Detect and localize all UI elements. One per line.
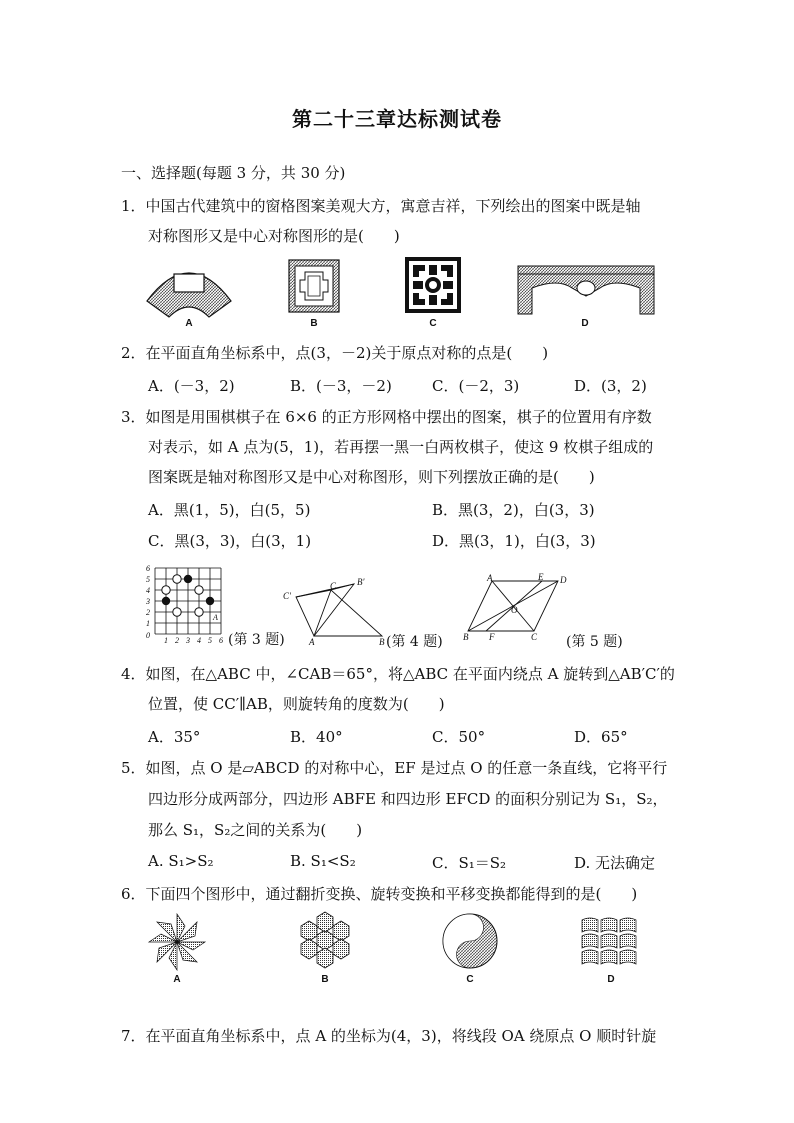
fig4-label-c: C	[330, 581, 337, 591]
q6-label-a: A	[173, 974, 181, 985]
q4-stem-line1: 4．如图，在△ABC 中，∠CAB＝65°，将△ABC 在平面内绕点 A 旋转到△AB′C′的	[121, 665, 675, 683]
fig3-white-stone	[162, 586, 170, 594]
fig5-label-c: C	[531, 632, 538, 642]
q6-label-b: B	[321, 974, 329, 985]
q6-figure-d-waves	[580, 916, 640, 970]
q5-stem-line3: 那么 S₁，S₂之间的关系为( )	[148, 821, 363, 839]
fig3-black-stone	[162, 597, 170, 605]
q7-stem: 7．在平面直角坐标系中，点 A 的坐标为(4，3)，将线段 OA 绕原点 O 顺时针旋	[121, 1027, 657, 1045]
fig3-y-tick: 6	[146, 564, 150, 573]
q5-stem-line2: 四边形分成两部分，四边形 ABFE 和四边形 EFCD 的面积分别记为 S₁，S₂，	[148, 790, 668, 808]
q1-figure-d-arch	[518, 266, 654, 316]
fig3-y-tick: 2	[146, 608, 150, 617]
fig4-label-c-prime: C'	[283, 591, 291, 601]
q3-option-c[interactable]: C．黑(3，3)，白(3，1)	[148, 532, 312, 550]
q5-option-d[interactable]: D. 无法确定	[574, 854, 656, 872]
fig3-x-tick: 3	[186, 636, 190, 645]
q1-figure-b-square-lattice	[288, 259, 340, 313]
q1-label-d: D	[581, 318, 589, 329]
q6-label-c: C	[466, 974, 474, 985]
q3-option-b[interactable]: B．黑(3，2)，白(3，3)	[432, 501, 595, 519]
fig5-label-e: E	[538, 572, 544, 582]
q5-option-c[interactable]: C．S₁＝S₂	[432, 854, 507, 872]
q1-figure-a-fan	[143, 257, 235, 319]
q1-stem-line1: 1．中国古代建筑中的窗格图案美观大方，寓意吉祥，下列绘出的图案中既是轴	[121, 197, 641, 215]
q1-figure-c-dense-lattice	[405, 257, 461, 313]
fig4-label-a: A	[309, 637, 315, 647]
fig3-x-tick: 6	[219, 636, 223, 645]
fig3-x-tick: 4	[197, 636, 201, 645]
fig5-parallelogram	[462, 573, 572, 645]
q1-label-a: A	[185, 318, 193, 329]
fig5-label-o: O	[511, 605, 518, 615]
fig3-y-tick: 4	[146, 586, 150, 595]
q4-option-b[interactable]: B．40°	[290, 728, 343, 746]
fig5-label-f: F	[489, 632, 495, 642]
q2-option-c[interactable]: C．(－2，3)	[432, 377, 520, 395]
fig3-point-a-label: A	[213, 613, 218, 622]
fig3-go-grid	[143, 562, 229, 644]
fig3-white-stone	[195, 586, 203, 594]
fig3-x-tick: 5	[208, 636, 212, 645]
fig5-label-a: A	[487, 573, 493, 583]
fig3-y-tick: 1	[146, 619, 150, 628]
q3-option-d[interactable]: D．黑(3，1)，白(3，3)	[432, 532, 596, 550]
fig3-y-tick: 0	[146, 631, 150, 640]
q6-figure-a-pinwheel	[147, 912, 207, 972]
q6-figure-b-hexagons	[296, 912, 354, 968]
q6-stem: 6．下面四个图形中，通过翻折变换、旋转变换和平移变换都能得到的是( )	[121, 885, 638, 903]
q4-option-d[interactable]: D．65°	[574, 728, 628, 746]
q3-stem-line3: 图案既是轴对称图形又是中心对称图形，则下列摆放正确的是( )	[148, 468, 595, 486]
fig5-label-d: D	[560, 575, 567, 585]
q6-label-d: D	[607, 974, 615, 985]
fig3-x-tick: 1	[164, 636, 168, 645]
q4-option-c[interactable]: C．50°	[432, 728, 486, 746]
q2-option-a[interactable]: A．(－3，2)	[148, 377, 235, 395]
section-heading: 一、选择题(每题 3 分，共 30 分)	[121, 164, 346, 182]
q2-stem: 2．在平面直角坐标系中，点(3，－2)关于原点对称的点是( )	[121, 344, 549, 362]
fig4-rotated-triangles	[282, 574, 392, 646]
q1-stem-line2: 对称图形又是中心对称图形的是( )	[148, 227, 400, 245]
page-title: 第二十三章达标测试卷	[292, 107, 502, 131]
fig3-white-stone	[173, 575, 181, 583]
q5-stem-line1: 5．如图，点 O 是▱ABCD 的对称中心，EF 是过点 O 的任意一条直线，它将平行	[121, 759, 668, 777]
q1-label-c: C	[429, 318, 437, 329]
q3-option-a[interactable]: A．黑(1，5)，白(5，5)	[148, 501, 311, 519]
fig3-y-tick: 3	[146, 597, 150, 606]
q4-option-a[interactable]: A．35°	[148, 728, 201, 746]
fig3-black-stone	[206, 597, 214, 605]
fig3-caption: (第 3 题)	[228, 632, 285, 648]
fig5-caption: (第 5 题)	[566, 634, 623, 650]
fig4-label-b-prime: B'	[357, 577, 365, 587]
q4-stem-line2: 位置，使 CC′∥AB，则旋转角的度数为( )	[148, 695, 445, 713]
q2-option-d[interactable]: D．(3，2)	[574, 377, 647, 395]
q1-label-b: B	[310, 318, 318, 329]
q3-stem-line1: 3．如图是用围棋棋子在 6×6 的正方形网格中摆出的图案，棋子的位置用有序数	[121, 408, 652, 426]
q3-stem-line2: 对表示，如 A 点为(5，1)，若再摆一黑一白两枚棋子，使这 9 枚棋子组成的	[148, 438, 654, 456]
q5-option-a[interactable]: A. S₁>S₂	[148, 852, 214, 870]
fig4-caption: (第 4 题)	[386, 634, 443, 650]
q2-option-b[interactable]: B．(－3，－2)	[290, 377, 392, 395]
fig3-white-stone	[173, 608, 181, 616]
fig3-y-tick: 5	[146, 575, 150, 584]
fig3-black-stone	[184, 575, 192, 583]
fig3-white-stone	[195, 608, 203, 616]
fig3-x-tick: 2	[175, 636, 179, 645]
fig4-label-b: B	[379, 637, 385, 647]
fig5-label-b: B	[463, 632, 469, 642]
q5-option-b[interactable]: B. S₁<S₂	[290, 852, 356, 870]
q6-figure-c-yin-yang	[441, 912, 499, 970]
